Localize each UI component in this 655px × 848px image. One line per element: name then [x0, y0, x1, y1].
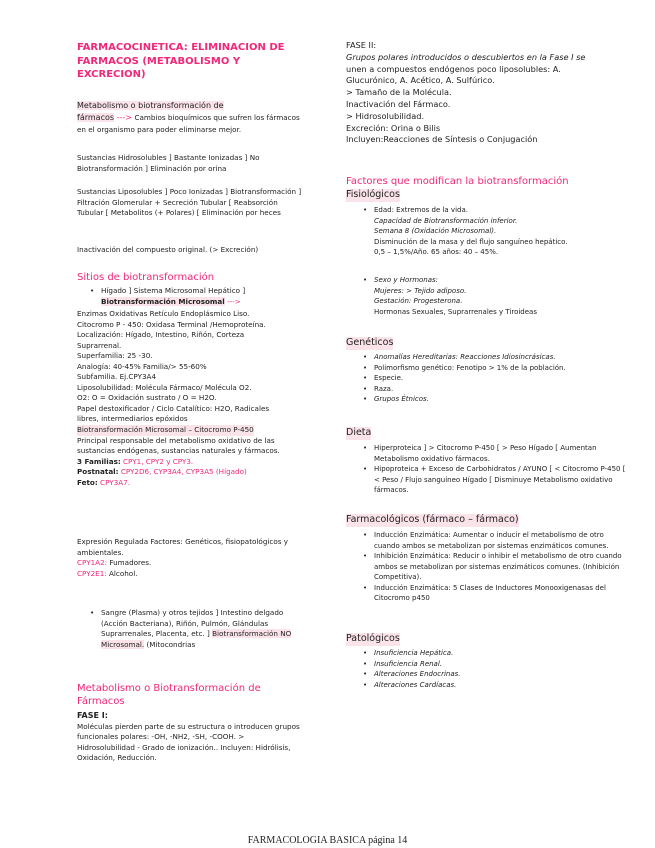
list-item: • Insuficiencia Hepática.: [360, 648, 631, 659]
list-item: • Inducción Enzimática: 5 Clases de Inductores Monooxigenasas del Citocromo p450: [360, 583, 631, 604]
page-title: FARMACOCINETICA: ELIMINACION DE FARMACOS (METABOLISMO Y EXCRECION): [77, 42, 285, 80]
diet-heading: Dieta: [346, 427, 372, 438]
list-item: • Alteraciones Cardíacas.: [360, 680, 631, 691]
list-item: • Alteraciones Endocrinas.: [360, 669, 631, 680]
list-item: • Inhibición Enzimática: Reducir o inhibir el metabolismo de otro cuando ambos se metabolizan por sistemas enzimáticos comunes. (Inhibición Competitiva).: [360, 551, 631, 583]
list-item: • Sangre (Plasma) y otros tejidos ] Intestino delgado (Acción Bacteriana), Riñón, Pulmón, Glándulas Suprarrenales, Placenta, etc. ] Biotransformación NO Microsomal. (Mitocondrias: [87, 608, 302, 650]
metabolism-heading: Metabolismo o biotransformación de fármacos ---> Cambios bioquímicos que sufren los fármacos en el organismo para poder eliminarse mejor.: [77, 101, 300, 134]
list-item: • Anomalías Hereditarias: Reacciones Idiosincrásicas.: [360, 352, 631, 363]
list-item: • Inducción Enzimática: Aumentar o inducir el metabolismo de otro cuando ambos se metabolizan por sistemas enzimáticos comunes.: [360, 530, 631, 551]
list-item: • Hígado ] Sistema Microsomal Hepático ] Biotransformación Microsomal --->: [87, 286, 302, 307]
hydrosoluble-text: Sustancias Hidrosolubles ] Bastante Ionizadas ] No Biotransformación ] Eliminación por orina: [77, 153, 260, 173]
metabolism-heading-2: Metabolismo o Biotransformación de Fármacos: [77, 683, 261, 707]
page-footer: FARMACOLOGIA BASICA página 14: [247, 835, 408, 846]
list-item: • Grupos Étnicos.: [360, 394, 631, 405]
list-item: • Insuficiencia Renal.: [360, 659, 631, 670]
pharmacological-list: [360, 530, 631, 604]
age-bullet: [360, 205, 631, 258]
liposoluble-text: Sustancias Liposolubles ] Poco Ionizadas ] Biotransformación ] Filtración Glomerular + Secreción Tubular [ Reabsorción Tubular [ Metabolitos (+ Polares) [ Eliminación por heces: [77, 187, 302, 217]
pathological-list: [360, 648, 631, 690]
list-item: • Hiperproteica ] > Citocromo P-450 [ > Peso Hígado [ Aumentan Metabolismo oxidativo fármacos.: [360, 443, 631, 464]
list-item: • Especie.: [360, 373, 631, 384]
sex-bullet: [360, 275, 631, 317]
blood-bullet: [87, 608, 302, 650]
regulated-expression: Expresión Regulada Factores: Genéticos, fisiopatológicos y ambientales. CPY1A2: Fumadores. CPY2E1: Alcohol.: [77, 537, 289, 578]
diet-list: [360, 443, 631, 496]
cyp450-block: Biotransformación Microsomal – Citocromo P-450 Principal responsable del metabolismo oxidativo de las sustancias endógenas, sustancias naturales y fármacos. 3 Familias: CPY1, CPY2 y CPY3. Postnatal: CPY2D6, CYP3A4, CYP3A5 (Hígado) Feto: CPY3A7.: [77, 425, 280, 487]
factors-heading: Factores que modifican la biotransformación: [346, 176, 569, 187]
list-item: • Polimorfismo genético: Fenotipo > 1% de la población.: [360, 363, 631, 374]
physiological-heading: Fisiológicos: [346, 189, 400, 200]
pathological-heading: Patológicos: [346, 633, 400, 644]
inactivation-text: Inactivación del compuesto original. (> Excreción): [77, 245, 259, 254]
liver-bullet: [87, 286, 302, 307]
list-item: • Raza.: [360, 384, 631, 395]
sites-heading: Sitios de biotransformación: [77, 272, 215, 283]
phase-2-block: FASE II: Grupos polares introducidos o descubiertos en la Fase I se unen a compuestos endógenos poco liposolubles: A. Glucurónico, A. Acético, A. Sulfúrico. > Tamaño de la Molécula. Inactivación del Fármaco. > Hidrosolubilidad. Excreción: Orina o Bilis Incluyen:Reacciones de Síntesis o Conjugación: [346, 40, 586, 145]
genetic-list: [360, 352, 631, 405]
genetic-heading: Genéticos: [346, 337, 394, 348]
list-item: • Edad: Extremos de la vida. Capacidad de Biotransformación inferior. Semana 8 (Oxidación Microsomal). Disminución de la masa y del flujo sanguíneo hepático. 0,5 – 1,5%/Año. 65 años: 40 – 45%.: [360, 205, 631, 258]
list-item: • Hipoproteica + Exceso de Carbohidratos / AYUNO [ < Citocromo P-450 [ < Peso / Flujo sanguíneo Hígado [ Disminuye Metabolismo oxidativo fármacos.: [360, 464, 631, 496]
enzymes-block: Enzimas Oxidativas Retículo Endoplásmico Liso. Citocromo P - 450: Oxidasa Terminal /Hemoproteína. Localización: Hígado, Intestino, Riñón, Corteza Suprarrenal. Superfamilia: 25 -30. Analogía: 40-45% Familia/> 55-60% Subfamilia. Ej.CPY3A4 Liposolubilidad: Molécula Fármaco/ Molécula O2. O2: O = Oxidación sustrato / O = H2O. Papel destoxificador / Ciclo Catalítico: H2O, Radicales libres, intermediarios epóxidos: [77, 309, 270, 423]
phase-1-block: FASE I: Moléculas pierden parte de su estructura o introducen grupos funcionales polares: -OH, -NH2, -SH, -COOH. > Hidrosolubilidad - Grado de ionización.. Incluyen: Hidrólisis, Oxidación, Reducción.: [77, 711, 300, 762]
pharmacological-heading: Farmacológicos (fármaco – fármaco): [346, 514, 519, 525]
list-item: • Sexo y Hormonas: Mujeres: > Tejido adiposo. Gestación: Progesterona. Hormonas Sexuales, Suprarrenales y Tiroideas: [360, 275, 631, 317]
